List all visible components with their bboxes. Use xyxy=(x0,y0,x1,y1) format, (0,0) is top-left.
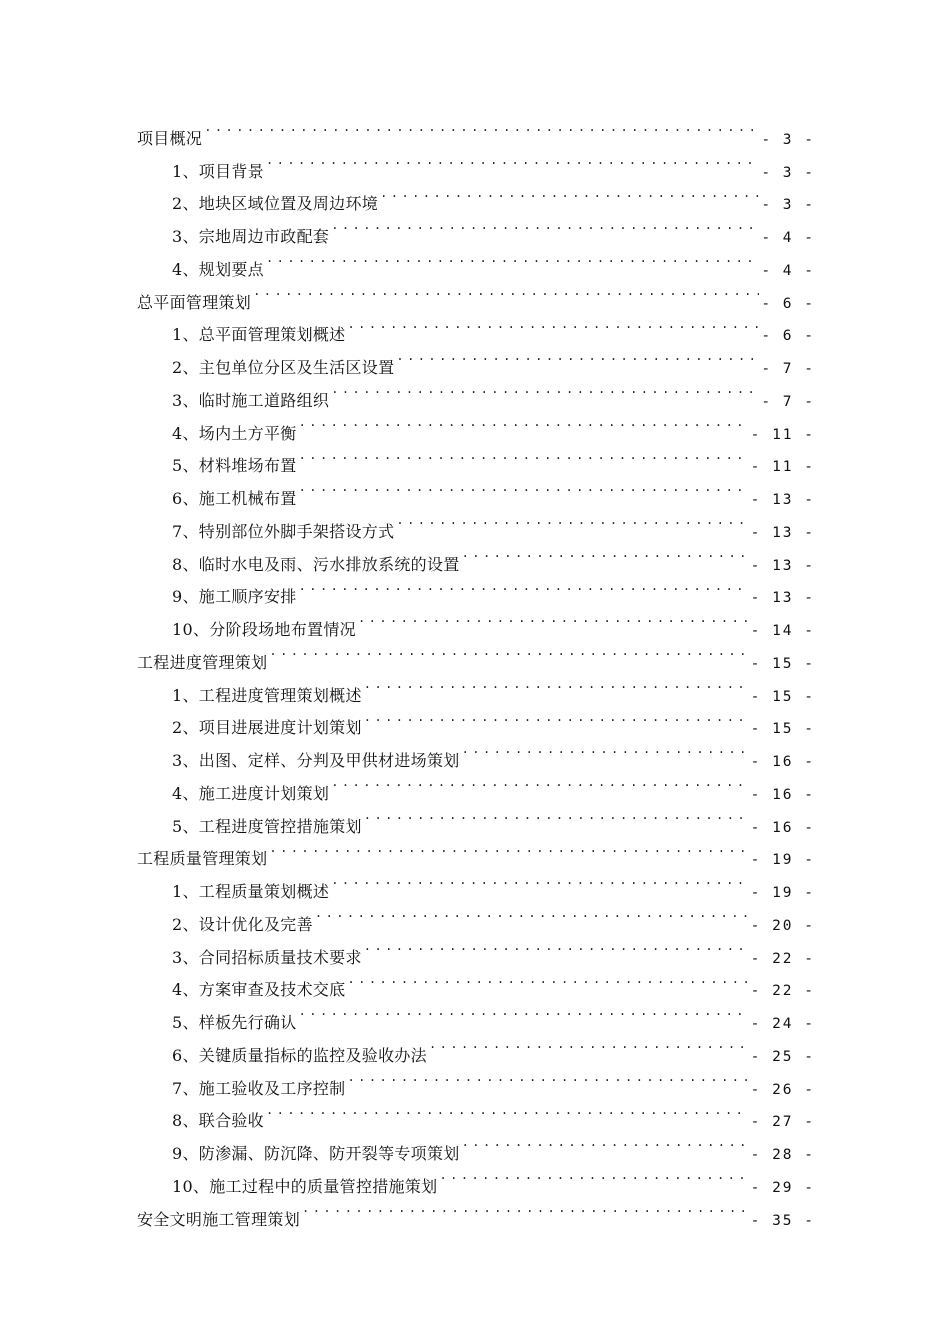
toc-dot-leader xyxy=(429,1028,749,1061)
toc-dot-leader xyxy=(462,733,749,766)
toc-entry-title: 6、关键质量指标的监控及验收办法 xyxy=(172,1045,427,1065)
toc-dot-leader xyxy=(299,439,749,472)
toc-page-number: - 16 - xyxy=(750,819,815,836)
toc-page-number: - 14 - xyxy=(750,623,815,639)
toc-dot-leader xyxy=(266,144,759,177)
toc-page-number: - 4 - xyxy=(761,230,815,246)
toc-page-number: - 13 - xyxy=(750,524,815,541)
toc-dot-leader xyxy=(299,406,749,439)
toc-page-number: - 16 - xyxy=(750,754,815,770)
toc-page-number: - 22 - xyxy=(750,983,815,1000)
toc-entry-title: 10、分阶段场地布置情况 xyxy=(172,620,356,639)
toc-entry-title: 2、设计优化及完善 xyxy=(172,914,313,934)
toc-entry-title: 安全文明施工管理策划 xyxy=(137,1209,301,1229)
toc-dot-leader xyxy=(396,340,759,373)
toc-page-number: - 25 - xyxy=(750,1048,815,1065)
toc-dot-leader xyxy=(269,832,748,865)
toc-dot-leader xyxy=(364,799,749,832)
toc-entry-title: 9、施工顺序安排 xyxy=(172,587,297,607)
toc-page-number: - 6 - xyxy=(761,328,815,345)
toc-dot-leader xyxy=(266,242,759,275)
toc-page-number: - 7 - xyxy=(761,393,815,410)
toc-dot-leader xyxy=(380,177,759,210)
toc-page-number: - 7 - xyxy=(761,361,815,377)
toc-dot-leader xyxy=(331,766,748,799)
toc-dot-leader xyxy=(331,864,748,897)
toc-chapter-entry[interactable] xyxy=(137,111,815,148)
toc-entry-title: 8、临时水电及雨、污水排放系统的设置 xyxy=(172,554,460,574)
toc-dot-leader xyxy=(299,995,749,1028)
toc-page-number: - 3 - xyxy=(761,131,815,148)
toc-page-number: - 6 - xyxy=(761,295,815,312)
toc-dot-leader xyxy=(347,1061,748,1094)
toc-dot-leader xyxy=(364,668,749,701)
toc-dot-leader xyxy=(331,209,759,242)
toc-page-number: - 24 - xyxy=(750,1016,815,1032)
toc-entry-title: 4、施工进度计划策划 xyxy=(172,783,330,803)
toc-page-number: - 19 - xyxy=(750,885,815,901)
toc-page-number: - 3 - xyxy=(761,164,815,181)
toc-entry-title: 10、施工过程中的质量管控措施策划 xyxy=(172,1176,438,1196)
toc-page-number: - 15 - xyxy=(750,688,815,705)
toc-page-number: - 11 - xyxy=(750,459,815,476)
toc-dot-leader xyxy=(462,1126,749,1159)
toc-dot-leader xyxy=(396,504,748,537)
toc-entry-title: 9、防渗漏、防沉降、防开裂等专项策划 xyxy=(172,1144,460,1163)
toc-page-number: - 26 - xyxy=(750,1081,815,1098)
toc-dot-leader xyxy=(315,897,749,930)
toc-page-number: - 28 - xyxy=(750,1147,815,1163)
toc-entry-title: 2、主包单位分区及生活区设置 xyxy=(172,358,395,377)
toc-page-number: - 11 - xyxy=(750,426,815,443)
toc-entry-title: 1、工程质量策划概述 xyxy=(172,882,330,901)
toc-page-number: - 29 - xyxy=(750,1179,815,1196)
toc-dot-leader xyxy=(347,308,759,341)
toc-dot-leader xyxy=(358,602,749,635)
toc-entry-title: 8、联合验收 xyxy=(172,1111,264,1131)
toc-entry-title: 工程质量管理策划 xyxy=(137,849,268,869)
toc-dot-leader xyxy=(299,570,749,603)
toc-dot-leader xyxy=(299,471,749,504)
toc-entry-title: 5、材料堆场布置 xyxy=(172,456,297,476)
toc-page-number: - 35 - xyxy=(750,1212,815,1229)
toc-entry-title: 5、工程进度管控措施策划 xyxy=(172,816,362,836)
toc-entry-title: 3、临时施工道路组织 xyxy=(172,390,330,410)
toc-page-number: - 4 - xyxy=(761,262,815,279)
toc-page-number: - 20 - xyxy=(750,917,815,934)
toc-page-number: - 15 - xyxy=(750,721,815,738)
toc-page-number: - 13 - xyxy=(750,492,815,508)
toc-dot-leader xyxy=(462,537,749,570)
table-of-contents xyxy=(137,111,815,1229)
toc-dot-leader xyxy=(266,1094,749,1127)
toc-page-number: - 27 - xyxy=(750,1114,815,1131)
toc-entry-title: 1、工程进度管理策划概述 xyxy=(172,685,362,705)
toc-dot-leader xyxy=(302,1192,749,1225)
toc-entry-title: 2、地块区域位置及周边环境 xyxy=(172,194,379,214)
toc-entry-title: 7、特别部位外脚手架搭设方式 xyxy=(172,521,395,541)
toc-entry-title: 4、方案审查及技术交底 xyxy=(172,980,346,1000)
toc-entry-title: 7、施工验收及工序控制 xyxy=(172,1078,346,1098)
toc-entry-title: 总平面管理策划 xyxy=(137,292,252,312)
toc-dot-leader xyxy=(331,373,759,406)
toc-page-number: - 22 - xyxy=(750,950,815,967)
toc-entry-title: 3、合同招标质量技术要求 xyxy=(172,947,362,967)
toc-dot-leader xyxy=(204,111,759,144)
toc-entry-title: 项目概况 xyxy=(137,128,203,148)
toc-dot-leader xyxy=(364,701,749,734)
toc-section-entry[interactable] xyxy=(137,144,815,181)
toc-entry-title: 1、总平面管理策划概述 xyxy=(172,325,346,345)
toc-page-number: - 3 - xyxy=(761,197,815,214)
toc-entry-title: 1、项目背景 xyxy=(172,161,264,181)
toc-entry-title: 5、样板先行确认 xyxy=(172,1013,297,1032)
toc-dot-leader xyxy=(347,963,748,996)
toc-dot-leader xyxy=(364,930,749,963)
toc-page-number: - 19 - xyxy=(750,852,815,869)
toc-page-number: - 16 - xyxy=(750,786,815,803)
toc-entry-title: 4、场内土方平衡 xyxy=(172,423,297,443)
toc-entry-title: 3、宗地周边市政配套 xyxy=(172,227,330,246)
toc-page-number: - 13 - xyxy=(750,557,815,574)
toc-entry-title: 3、出图、定样、分判及甲供材进场策划 xyxy=(172,751,460,770)
toc-entry-title: 4、规划要点 xyxy=(172,259,264,279)
toc-entry-title: 6、施工机械布置 xyxy=(172,489,297,508)
toc-page-number: - 15 - xyxy=(750,655,815,672)
toc-entry-title: 2、项目进展进度计划策划 xyxy=(172,718,362,738)
toc-dot-leader xyxy=(253,275,759,308)
toc-dot-leader xyxy=(439,1159,748,1192)
toc-page-number: - 13 - xyxy=(750,590,815,607)
toc-dot-leader xyxy=(269,635,748,668)
toc-entry-title: 工程进度管理策划 xyxy=(137,652,268,672)
